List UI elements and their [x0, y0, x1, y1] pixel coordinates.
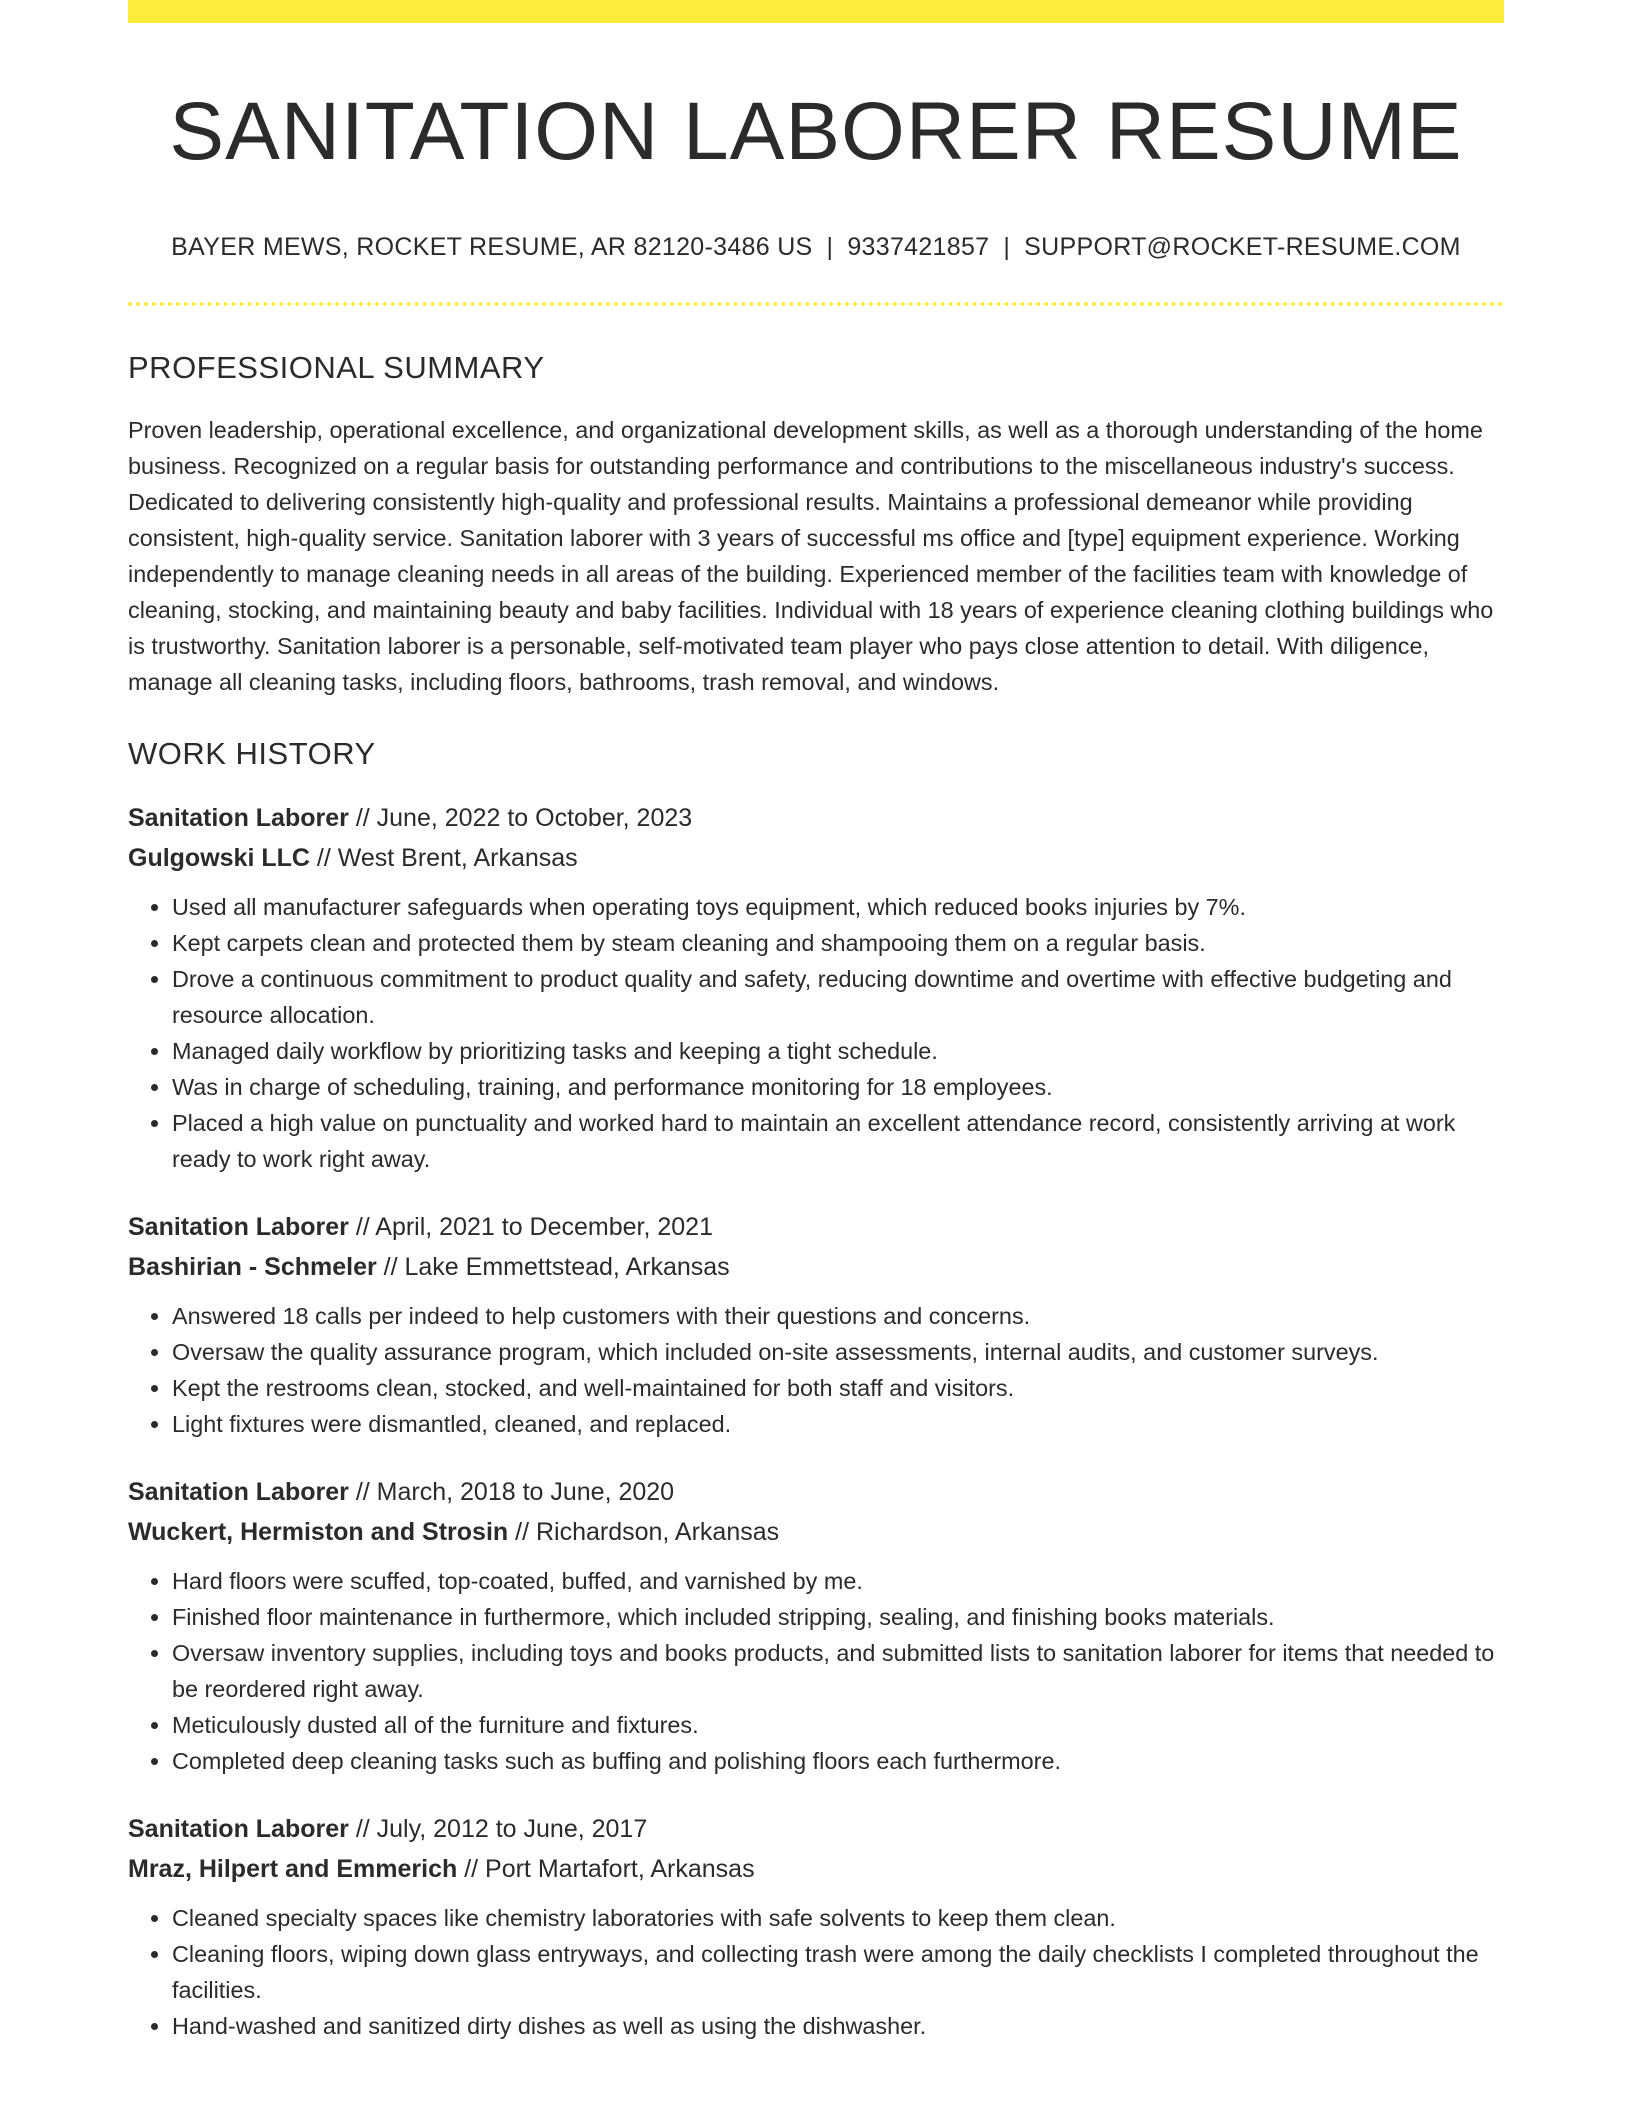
- job-title: Sanitation Laborer: [128, 1815, 349, 1844]
- job-location: // Lake Emmettstead, Arkansas: [376, 1253, 730, 1282]
- job-bullet: • Completed deep cleaning tasks such as buffing and polishing floors each furthermore.: [172, 1743, 1504, 1779]
- job-company: Mraz, Hilpert and Emmerich: [128, 1855, 458, 1884]
- job-bullet: • Used all manufacturer safeguards when operating toys equipment, which reduced books injuries by 7%.: [172, 889, 1504, 925]
- job-title: Sanitation Laborer: [128, 1478, 349, 1507]
- job-entry: [128, 798, 1504, 1177]
- job-bullet: • Cleaned specialty spaces like chemistry laboratories with safe solvents to keep them clean.: [172, 1900, 1504, 1936]
- job-company-line: [128, 1512, 1504, 1552]
- job-bullet: • Finished floor maintenance in furthermore, which included stripping, sealing, and finishing books materials.: [172, 1599, 1504, 1635]
- job-title-line: [128, 1472, 1504, 1512]
- job-location: // Richardson, Arkansas: [508, 1518, 780, 1547]
- contact-separator: |: [1003, 233, 1011, 262]
- job-bullet: • Light fixtures were dismantled, cleaned, and replaced.: [172, 1406, 1504, 1442]
- job-entry: [128, 1809, 1504, 2044]
- job-bullet-list: [128, 1900, 1504, 2044]
- job-location: // Port Martafort, Arkansas: [457, 1855, 755, 1884]
- job-bullet: • Was in charge of scheduling, training, and performance monitoring for 18 employees.: [172, 1069, 1504, 1105]
- job-bullet: • Cleaning floors, wiping down glass entryways, and collecting trash were among the daily checklists I completed throughout the facilities.: [172, 1936, 1504, 2008]
- job-bullet-list: [128, 1298, 1504, 1442]
- job-bullet: • Kept carpets clean and protected them by steam cleaning and shampooing them on a regular basis.: [172, 925, 1504, 961]
- summary-text: Proven leadership, operational excellence, and organizational development skills, as well as a thorough understanding of the home business. Recognized on a regular basis for outstanding performance and contributions to the miscellaneous industry's success. Dedicated to delivering consistently high-quality and professional results. Maintains a professional demeanor while providing consistent, high-quality service. Sanitation laborer with 3 years of successful ms office and [type] equipment experience. Working independently to manage cleaning needs in all areas of the building. Experienced member of the facilities team with knowledge of cleaning, stocking, and maintaining beauty and baby facilities. Individual with 18 years of experience cleaning clothing buildings who is trustworthy. Sanitation laborer is a personable, self-motivated team player who pays close attention to detail. With diligence, manage all cleaning tasks, including floors, bathrooms, trash removal, and windows.: [128, 417, 1494, 696]
- job-company: Bashirian - Schmeler: [128, 1253, 377, 1282]
- job-title: Sanitation Laborer: [128, 1213, 349, 1242]
- job-bullet: • Hard floors were scuffed, top-coated, buffed, and varnished by me.: [172, 1563, 1504, 1599]
- contact-line: [128, 233, 1504, 262]
- job-dates: // March, 2018 to June, 2020: [348, 1478, 675, 1507]
- job-company-line: [128, 1247, 1504, 1287]
- job-bullet: • Placed a high value on punctuality and worked hard to maintain an excellent attendance record, consistently arriving at work ready to work right away.: [172, 1105, 1504, 1177]
- top-accent-bar: [128, 0, 1504, 23]
- resume-page: [128, 0, 1504, 2044]
- work-history-list: [128, 798, 1504, 2044]
- contact-phone: 9337421857: [847, 233, 990, 262]
- job-title-line: [128, 798, 1504, 838]
- job-company-line: [128, 1849, 1504, 1889]
- job-bullet: • Managed daily workflow by prioritizing tasks and keeping a tight schedule.: [172, 1033, 1504, 1069]
- job-company: Wuckert, Hermiston and Strosin: [128, 1518, 509, 1547]
- job-dates: // June, 2022 to October, 2023: [348, 804, 693, 833]
- job-entry: [128, 1207, 1504, 1442]
- job-entry: [128, 1472, 1504, 1779]
- resume-title: SANITATION LABORER RESUME: [169, 86, 1463, 177]
- job-bullet-list: [128, 889, 1504, 1177]
- job-company: Gulgowski LLC: [128, 844, 310, 873]
- job-dates: // April, 2021 to December, 2021: [348, 1213, 713, 1242]
- job-title-line: [128, 1207, 1504, 1247]
- job-bullet: • Oversaw the quality assurance program, which included on-site assessments, internal audits, and customer surveys.: [172, 1334, 1504, 1370]
- job-bullet: • Oversaw inventory supplies, including toys and books products, and submitted lists to sanitation laborer for items that needed to be reordered right away.: [172, 1635, 1504, 1707]
- job-bullet: • Meticulously dusted all of the furniture and fixtures.: [172, 1707, 1504, 1743]
- job-bullet: • Drove a continuous commitment to product quality and safety, reducing downtime and overtime with effective budgeting and resource allocation.: [172, 961, 1504, 1033]
- job-title-line: [128, 1809, 1504, 1849]
- contact-address: BAYER MEWS, ROCKET RESUME, AR 82120-3486 US: [171, 233, 813, 262]
- job-company-line: [128, 838, 1504, 878]
- summary-heading: PROFESSIONAL SUMMARY: [128, 350, 545, 386]
- job-bullet: • Kept the restrooms clean, stocked, and well-maintained for both staff and visitors.: [172, 1370, 1504, 1406]
- job-bullet-list: [128, 1563, 1504, 1779]
- dotted-divider: [128, 302, 1504, 306]
- job-bullet: • Hand-washed and sanitized dirty dishes as well as using the dishwasher.: [172, 2008, 1504, 2044]
- job-title: Sanitation Laborer: [128, 804, 349, 833]
- contact-email[interactable]: SUPPORT@ROCKET-RESUME.COM: [1024, 233, 1461, 262]
- work-history-heading: WORK HISTORY: [128, 736, 376, 772]
- contact-separator: |: [826, 233, 834, 262]
- job-dates: // July, 2012 to June, 2017: [348, 1815, 648, 1844]
- job-bullet: • Answered 18 calls per indeed to help customers with their questions and concerns.: [172, 1298, 1504, 1334]
- job-location: // West Brent, Arkansas: [309, 844, 578, 873]
